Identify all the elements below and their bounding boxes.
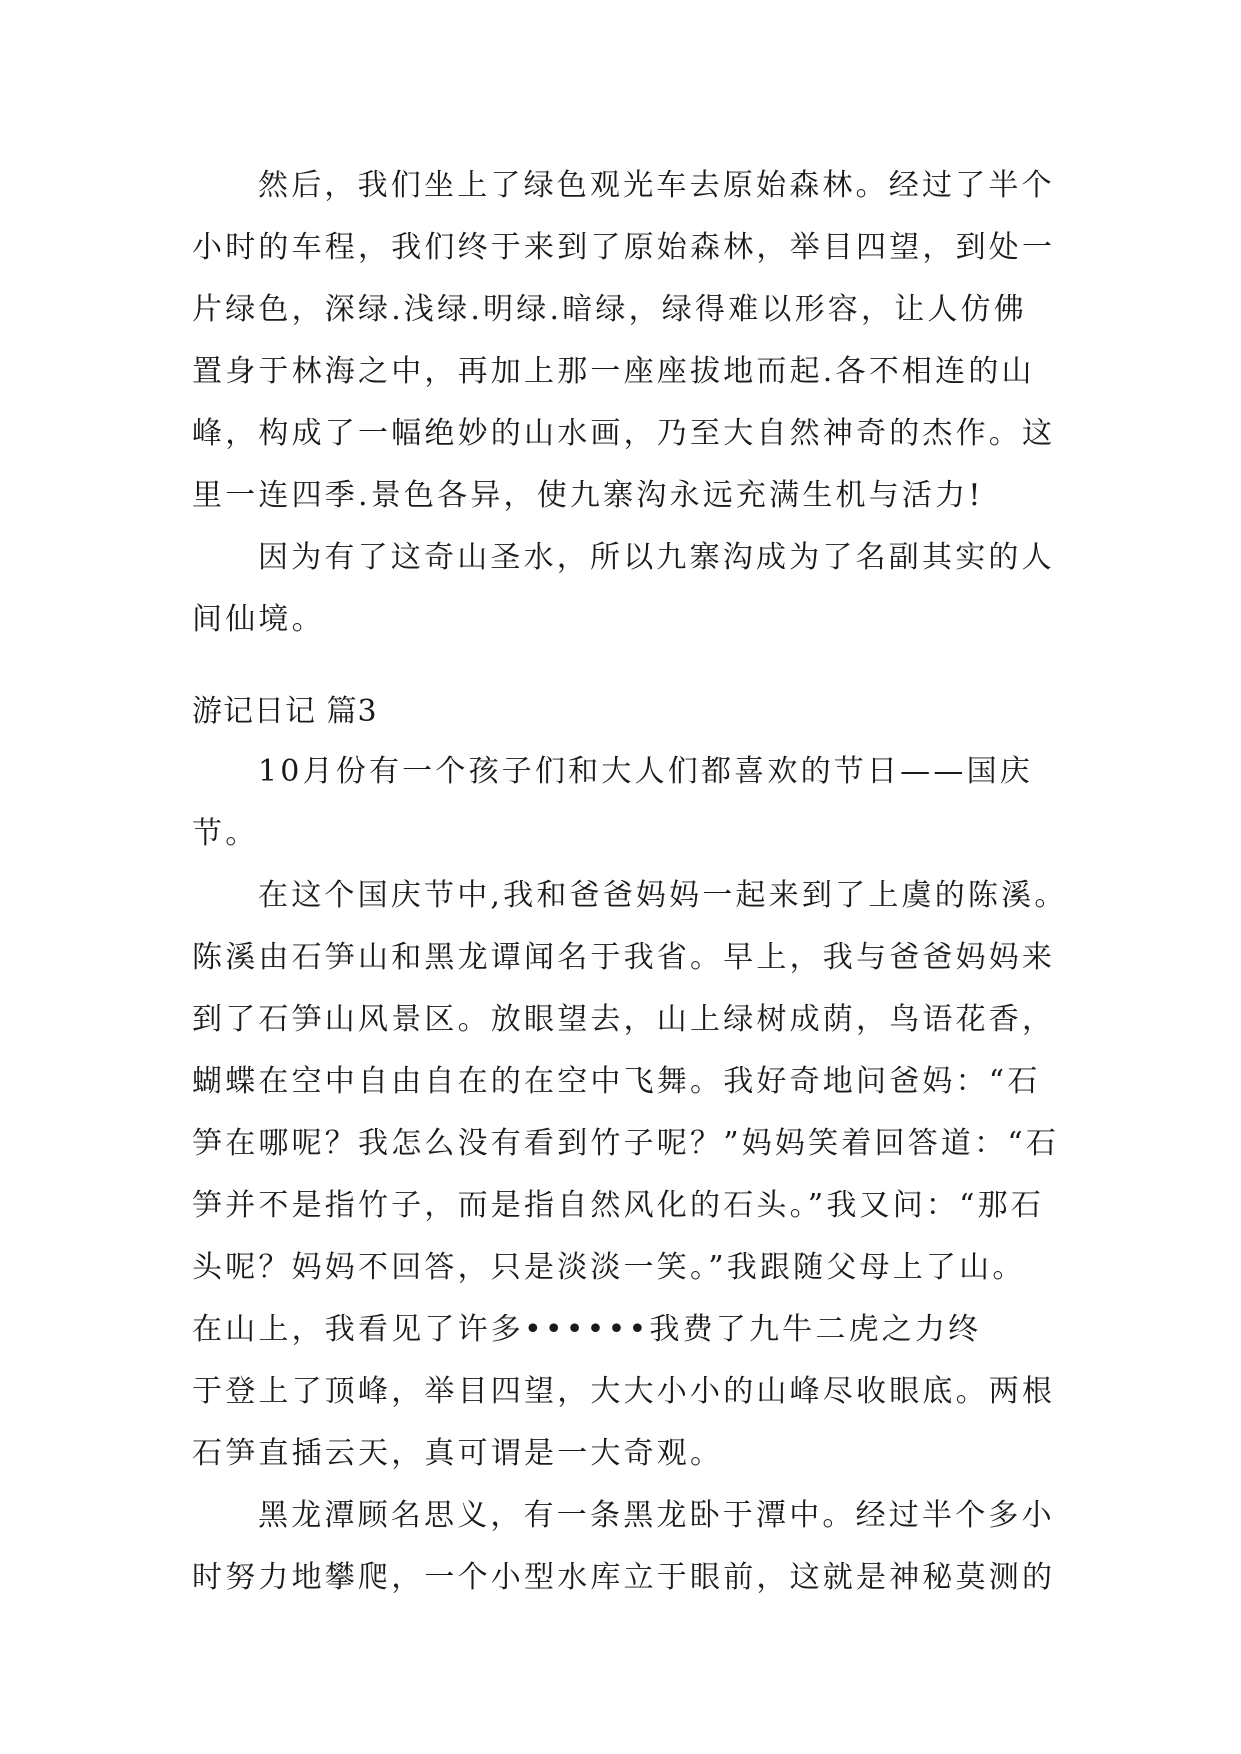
text-line: 头呢？妈妈不回答，只是淡淡一笑。”我跟随父母上了山。 <box>192 1250 1026 1285</box>
text-line: 蝴蝶在空中自由自在的在空中飞舞。我好奇地问爸妈：“石 <box>192 1064 1041 1099</box>
section-heading: 游记日记 篇3 <box>192 694 378 729</box>
text-line: 到了石笋山风景区。放眼望去，山上绿树成荫，鸟语花香， <box>192 1002 1056 1037</box>
text-line: 黑龙潭顾名思义，有一条黑龙卧于潭中。经过半个多小 <box>258 1498 1055 1533</box>
text-line: 峰，构成了一幅绝妙的山水画，乃至大自然神奇的杰作。这 <box>192 416 1056 451</box>
text-line: 节。 <box>192 816 259 851</box>
text-line: 时努力地攀爬，一个小型水库立于眼前，这就是神秘莫测的 <box>192 1560 1056 1595</box>
text-line: 陈溪由石笋山和黑龙谭闻名于我省。早上，我与爸爸妈妈来 <box>192 940 1056 975</box>
text-line: 间仙境。 <box>192 602 325 637</box>
text-line: 在这个国庆节中,我和爸爸妈妈一起来到了上虞的陈溪。 <box>258 878 1068 913</box>
text-line: 因为有了这奇山圣水，所以九寨沟成为了名副其实的人 <box>258 540 1055 575</box>
text-line: 笋并不是指竹子，而是指自然风化的石头。”我又问：“那石 <box>192 1188 1045 1223</box>
text-line: 笋在哪呢？我怎么没有看到竹子呢？”妈妈笑着回答道：“石 <box>192 1126 1060 1161</box>
text-line: 石笋直插云天，真可谓是一大奇观。 <box>192 1436 724 1471</box>
text-line: 小时的车程，我们终于来到了原始森林，举目四望，到处一 <box>192 230 1056 265</box>
text-line: 然后，我们坐上了绿色观光车去原始森林。经过了半个 <box>258 168 1055 203</box>
text-line: 片绿色，深绿.浅绿.明绿.暗绿，绿得难以形容，让人仿佛 <box>192 292 1028 327</box>
text-line: 在山上，我看见了许多••••••我费了九牛二虎之力终 <box>192 1312 982 1347</box>
text-line: 于登上了顶峰，举目四望，大大小小的山峰尽收眼底。两根 <box>192 1374 1056 1409</box>
text-line: 10月份有一个孩子们和大人们都喜欢的节日——国庆 <box>258 754 1033 789</box>
text-line: 里一连四季.景色各异，使九寨沟永远充满生机与活力! <box>192 478 984 513</box>
text-line: 置身于林海之中，再加上那一座座拔地而起.各不相连的山 <box>192 354 1035 389</box>
